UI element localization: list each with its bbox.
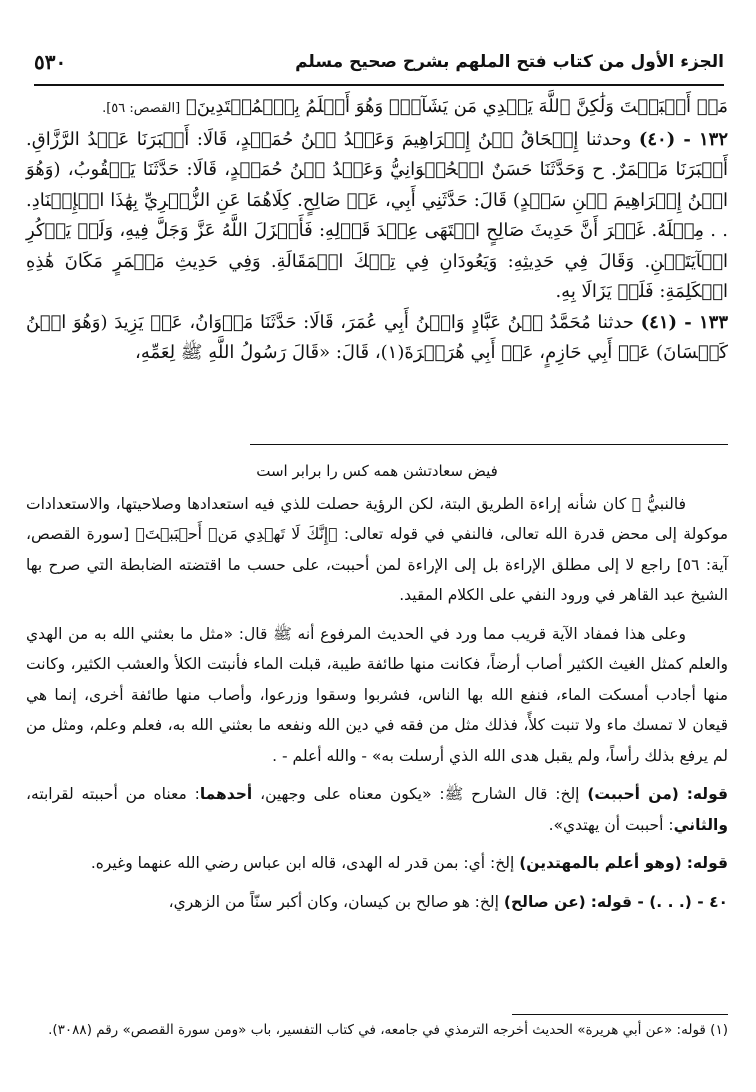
- verse-reference: [القصص: ٥٦].: [102, 101, 181, 116]
- footnote-rule: [512, 1014, 728, 1015]
- para-3-first: أحدهما: [199, 785, 253, 803]
- hadith-block: [26, 92, 728, 369]
- page-header: [34, 42, 724, 82]
- hadith-132: [26, 125, 728, 308]
- footnote-text: (١) قوله: «عن أبي هريرة» الحديث أخرجه الترمذي في جامعه، في كتاب التفسير، باب «ومن سورة القصص» رقم (٣٠٨٨).: [48, 1022, 728, 1038]
- hadith-133-number: ١٣٣ - (٤١): [640, 311, 728, 333]
- para-3-text-3: : أحببت أن يهتدي».: [548, 815, 674, 834]
- commentary-para-2: وعلى هذا فمفاد الآية قريب مما ورد في الحديث المرفوع أنه ﷺ قال: «مثل ما بعثني الله به من الهدي والعلم كمثل الغيث الكثير أصاب أرضاً، فكانت منها طائفة طيبة، قبلت الماء فأنبتت الكلأ والعشب الكثير، وكانت منها أجادب أمسكت الماء، فنفع الله بها الناس، فشربوا وسقوا وزرعوا، وأصاب منها طائفة أخرى، إنما هي قيعان لا تمسك ماء ولا تنبت كلأً، فذلك مثل من فقه في دين الله ونفعه ما بعثني الله به، فعلم وعلم، ومثل من لم يرفع بذلك رأساً، ولم يقبل هدى الله الذي أرسلت به» - والله أعلم - .: [26, 624, 728, 765]
- header-rule: [34, 84, 724, 86]
- commentary-para-4: [26, 848, 728, 879]
- running-title: الجزء الأول من كتاب فتح الملهم بشرح صحيح مسلم: [295, 52, 724, 72]
- para-5-prefix: ٤٠ - (. . .) - قوله:: [590, 892, 728, 911]
- para-3-label: قوله:: [686, 785, 728, 803]
- para-4-label: قوله:: [686, 854, 728, 872]
- hadith-133-text: حدثنا مُحَمَّدُ بۡنُ عَبَّادٍ وَابۡنُ أَبِي عُمَرَ، قَالَا: حَدَّثَنَا مَرۡوَانُ، عَنۡ يَزِيدَ (وَهُوَ ابۡنُ كَيۡسَانَ) عَنۡ أَبِي حَازِمٍ، عَنۡ أَبِي هُرَيۡرَةَ(١)، قَالَ: «قَالَ رَسُولُ اللَّهِ ﷺ لِعَمِّهِ،: [26, 311, 728, 363]
- commentary-para-3: [26, 779, 728, 840]
- commentary: [26, 456, 728, 925]
- para-5-text: إلخ: هو صالح بن كيسان، وكان أكبر سنّاً من الزهري،: [168, 892, 499, 911]
- commentary-para-5: [26, 887, 728, 918]
- para-3-lemma: (من أحببت): [587, 785, 679, 803]
- commentary-subtitle: فيض سعادتشن همه كس را برابر است: [256, 462, 498, 480]
- hadith-132-number: ١٣٢ - (٤٠): [638, 128, 728, 150]
- para-3-second: والثاني: [673, 815, 728, 834]
- para-5-lemma: (عن صالح): [503, 892, 586, 911]
- para-4-lemma: (وهو أعلم بالمهتدين): [519, 854, 682, 872]
- commentary-para-1: فالنبيُّ ﷺ كان شأنه إراءة الطريق البتة، لكن الرؤية حصلت للذي فيه استعدادها وصلاحيتها، والاستعدادات موكولة إلى محض قدرة الله تعالى، فالنفي في قوله تعالى: ﴿إِنَّكَ لَا تَهۡدِي مَنۡ أَحۡبَبۡتَ﴾ [سورة القصص، آية: ٥٦] راجع لا إلى مطلق الإراءة بل إلى الإراءة لمن أحببت، على حسب ما اقتضته الضابطة التي صرح بها الشيخ عبد القاهر في ورود النفي على الكلام المقيد.: [26, 494, 728, 604]
- hadith-132-text: وحدثنا إِسۡحَاقُ بۡنُ إِبۡرَاهِيمَ وَعَبۡدُ بۡنُ حُمَيۡدٍ، قَالَا: أَخۡبَرَنَا عَبۡدُ الرَّزَّاقِ. أَخۡبَرَنَا مَعۡمَرٌ. ح وَحَدَّثَنَا حَسَنٌ الۡحُلۡوَانِيُّ وَعَبۡدُ بۡنُ حُمَيۡدٍ، قَالَا: حَدَّثَنَا يَعۡقُوبُ، (وَهُوَ ابۡنُ إِبۡرَاهِيمَ بۡنِ سَعۡدٍ) قَالَ: حَدَّثَنِي أَبِي، عَنۡ صَالِحٍ. كِلَاهُمَا عَنِ الزُّهۡرِيِّ بِهَٰذَا الۡإِسۡنَادِ. . . مِثۡلَهُ. غَيۡرَ أَنَّ حَدِيثَ صَالِحٍ انۡتَهَى عِنۡدَ قَوۡلِهِ: فَأَنۡزَلَ اللَّهُ عَزَّ وَجَلَّ فِيهِ، وَلَمۡ يَذۡكُرِ الۡآيَتَيۡنِ. وَقَالَ فِي حَدِيثِهِ: وَيَعُودَانِ فِي تِلۡكَ الۡمَقَالَةِ. وَفِي حَدِيثِ مَعۡمَرٍ مَكَانَ هَٰذِهِ الۡكَلِمَةِ: فَلَمۡ يَزَالَا بِهِ.: [26, 128, 728, 302]
- para-4-text: إلخ: أي: بمن قدر له الهدى، قاله ابن عباس رضي الله عنهما وغيره.: [90, 854, 515, 872]
- verse-text: مَنۡ أَحۡبَبۡتَ وَلَٰكِنَّ ٱللَّهَ يَهۡدِي مَن يَشَآءُۚ وَهُوَ أَعۡلَمُ بِٱلۡمُهۡتَدِينَ﴾: [185, 96, 728, 117]
- section-divider: [250, 444, 728, 445]
- para-3-text-1: إلخ: قال الشارح ﷺ: «يكون معناه على وجهين،: [260, 785, 580, 803]
- para-3-text-2: : معناه من أحببته لقرابته،: [26, 785, 200, 803]
- footnote: [26, 1018, 728, 1043]
- page-number: ٥٣٠: [34, 50, 67, 74]
- hadith-133: [26, 308, 728, 369]
- verse-line: [26, 92, 728, 125]
